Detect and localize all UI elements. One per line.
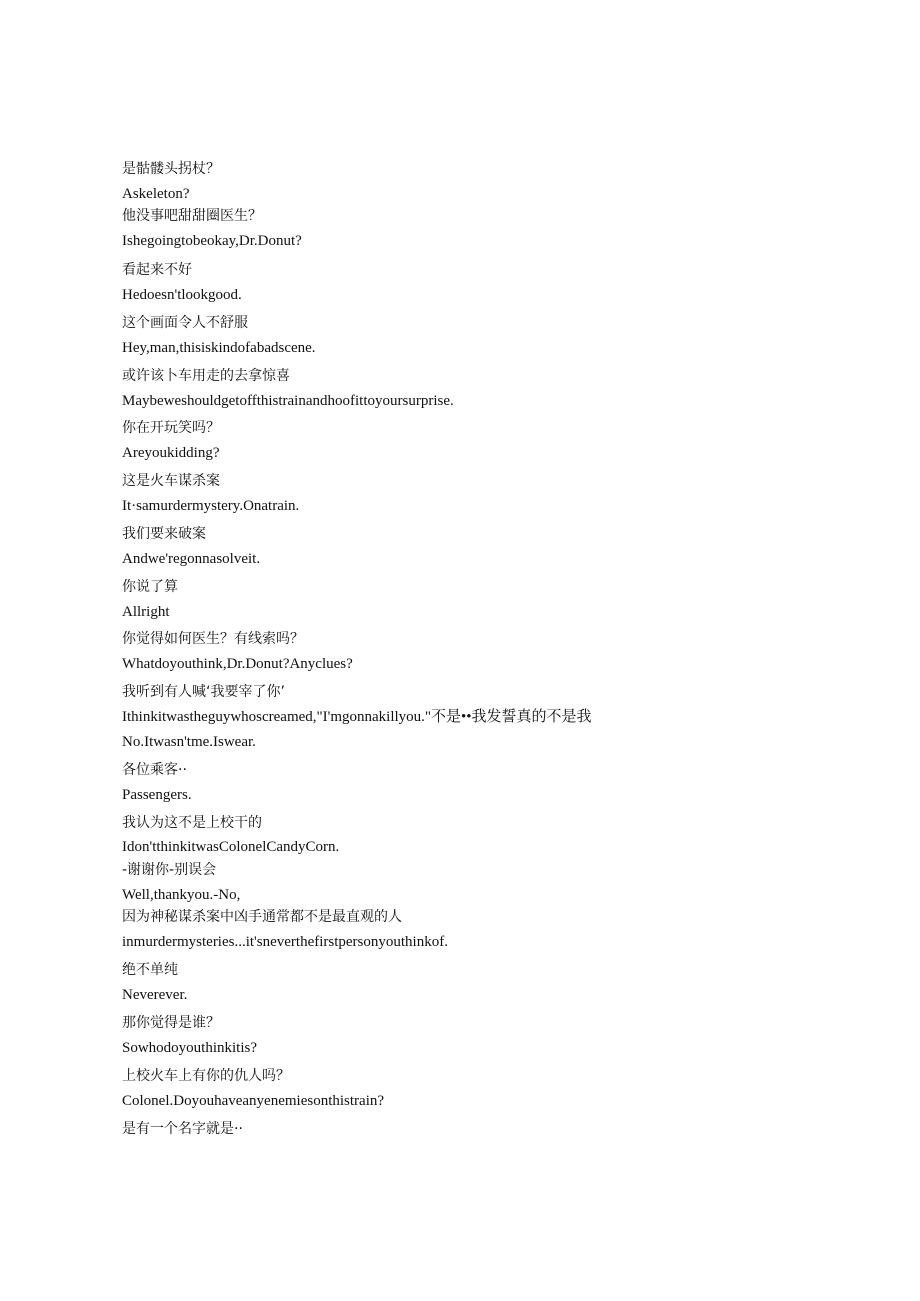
subtitle-en: Whatdoyouthink,Dr.Donut?Anyclues? xyxy=(122,656,353,672)
subtitle-en: Hey,man,thisiskindofabadscene. xyxy=(122,340,316,356)
subtitle-zh: 我们要来破案 xyxy=(122,526,206,542)
subtitle-en: Andwe'regonnasolveit. xyxy=(122,551,261,567)
subtitle-zh: 绝不单纯 xyxy=(122,962,178,978)
subtitle-zh: 是骷髅头拐杖？ xyxy=(122,161,220,177)
subtitle-zh: -谢谢你-别误会 xyxy=(122,862,217,878)
subtitle-zh: 或许该卜车用走的去拿惊喜 xyxy=(122,368,290,384)
subtitle-en: Sowhodoyouthinkitis? xyxy=(122,1040,258,1056)
subtitle-zh: 是有一个名字就是·· xyxy=(122,1121,243,1137)
subtitle-zh: 这是火车谋杀案 xyxy=(122,473,220,489)
subtitle-en: No.Itwasn'tme.Iswear. xyxy=(122,734,256,750)
subtitle-zh: 你觉得如何医生？有线索吗？ xyxy=(122,631,304,647)
subtitle-en: Areyoukidding? xyxy=(122,445,220,461)
subtitle-en: It·samurdermystery.Onatrain. xyxy=(122,498,300,514)
subtitle-zh: 那你觉得是谁？ xyxy=(122,1015,220,1031)
subtitle-en: Idon'tthinkitwasColonelCandyCorn. xyxy=(122,839,340,855)
subtitle-zh: 上校火车上有你的仇人吗？ xyxy=(122,1068,290,1084)
subtitle-en: Neverever. xyxy=(122,987,188,1003)
subtitle-zh: 你说了算 xyxy=(122,579,178,595)
subtitle-en: Maybeweshouldgetoffthistrainandhoofittoyoursurprise. xyxy=(122,393,454,409)
subtitle-en: Well,thankyou.-No, xyxy=(122,887,241,903)
subtitle-zh: 因为神秘谋杀案中凶手通常都不是最直观的人 xyxy=(122,909,402,925)
subtitle-zh: 我认为这不是上校干的 xyxy=(122,815,262,831)
subtitle-zh: 各位乘客·· xyxy=(122,762,187,778)
subtitle-zh: 他没事吧甜甜圈医生？ xyxy=(122,208,262,224)
subtitle-en: Ishegoingtobeokay,Dr.Donut? xyxy=(122,233,302,249)
subtitle-en: Colonel.Doyouhaveanyenemiesonthistrain? xyxy=(122,1093,385,1109)
subtitle-en: Passengers. xyxy=(122,787,192,803)
subtitle-zh: 看起来不好 xyxy=(122,262,192,278)
subtitle-en: Allright xyxy=(122,604,170,620)
subtitle-en: Askeleton? xyxy=(122,186,190,202)
subtitle-zh: 你在开玩笑吗？ xyxy=(122,420,220,436)
subtitle-en: Ithinkitwastheguywhoscreamed,"I'mgonnakillyou."不是••我发誓真的不是我 xyxy=(122,709,592,725)
subtitle-zh: 这个画面令人不舒服 xyxy=(122,315,248,331)
subtitle-zh: 我听到有人喊‘我要宰了你’ xyxy=(122,684,285,700)
subtitle-en: Hedoesn'tlookgood. xyxy=(122,287,242,303)
subtitle-en: inmurdermysteries...it'sneverthefirstpersonyouthinkof. xyxy=(122,934,448,950)
